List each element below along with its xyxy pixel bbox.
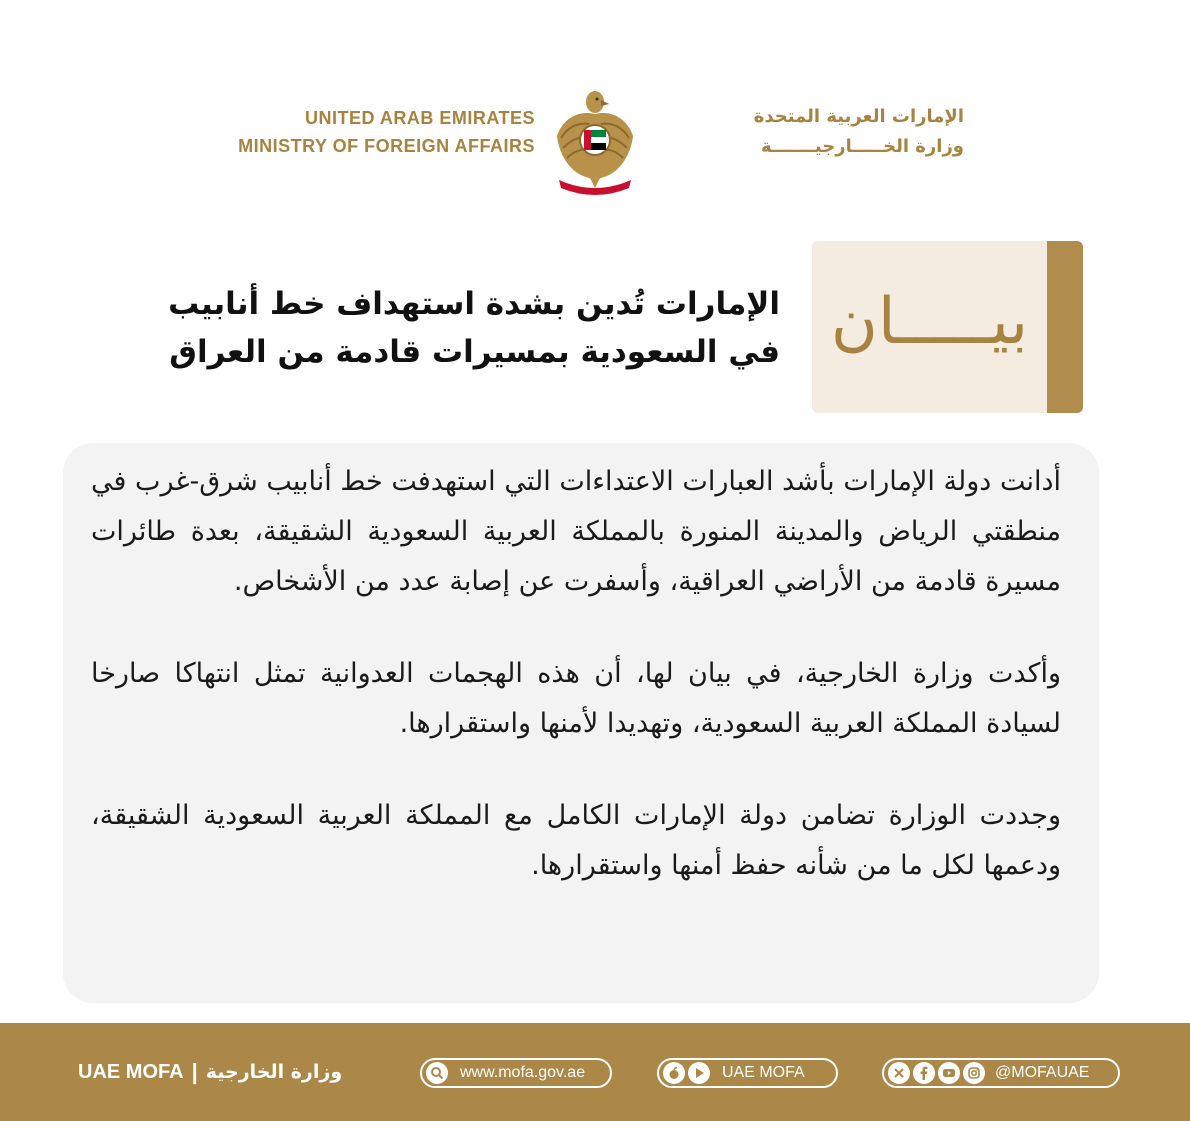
page-title-line2: في السعودية بمسيرات قادمة من العراق <box>169 334 780 370</box>
footer <box>0 1023 1190 1121</box>
ministry-name-ar-line2: وزارة الخـــــارجيـــــــة <box>760 136 964 157</box>
statement-badge-word: بيـــــان <box>830 285 1029 359</box>
statement-badge-bar <box>1047 241 1083 413</box>
body-paragraph: وأكدت وزارة الخارجية، في بيان لها، أن هذه الهجمات العدوانية تمثل انتهاكا صارخا لسيادة المملكة العربية السعودية، وتهديدا لأمنها واستقرارها. <box>91 658 1061 739</box>
app-label: UAE MOFA <box>722 1064 805 1081</box>
apple-icon[interactable] <box>663 1062 685 1084</box>
body-paragraph: وجددت الوزارة تضامن دولة الإمارات الكامل مع المملكة العربية السعودية الشقيقة، ودعمها لكل ما من شأنه حفظ أمنها واستقرارها. <box>91 800 1061 881</box>
google-play-icon[interactable] <box>688 1062 710 1084</box>
facebook-icon[interactable] <box>913 1062 935 1084</box>
footer-brand-separator: | <box>191 1059 198 1084</box>
footer-brand-en: UAE MOFA <box>78 1060 184 1083</box>
ministry-name-ar-line1: الإمارات العربية المتحدة <box>753 106 964 127</box>
page-title-line1: الإمارات تُدين بشدة استهداف خط أنابيب <box>168 286 780 322</box>
statement-body-text <box>91 457 1061 891</box>
page-title <box>70 280 780 376</box>
social-handle: @MOFAUAE <box>995 1064 1090 1081</box>
app-store-links[interactable] <box>657 1058 838 1088</box>
uae-falcon-emblem-icon <box>549 84 641 196</box>
website-link-label: www.mofa.gov.ae <box>460 1064 586 1081</box>
search-icon <box>426 1062 448 1084</box>
footer-brand <box>78 1057 342 1087</box>
website-link[interactable] <box>420 1058 612 1088</box>
ministry-name-en-line1: UNITED ARAB EMIRATES <box>305 108 535 128</box>
body-paragraph: أدانت دولة الإمارات بأشد العبارات الاعتداءات التي استهدفت خط أنابيب شرق-غرب في منطقتي الرياض والمدينة المنورة بالمملكة العربية السعودية الشقيقة، بعدة طائرات مسيرة قادمة من الأراضي العراقية، وأسفرت عن إصابة عدد من الأشخاص. <box>91 466 1061 597</box>
statement-body-card <box>63 443 1099 1003</box>
statement-badge <box>812 241 1083 413</box>
instagram-icon[interactable] <box>963 1062 985 1084</box>
x-icon[interactable] <box>888 1062 910 1084</box>
ministry-name-en-line2: MINISTRY OF FOREIGN AFFAIRS <box>238 136 535 156</box>
ministry-name-en <box>200 104 535 160</box>
social-links[interactable] <box>882 1058 1120 1088</box>
header <box>0 80 1190 200</box>
youtube-icon[interactable] <box>938 1062 960 1084</box>
footer-brand-ar: وزارة الخارجية <box>205 1061 343 1083</box>
ministry-name-ar <box>664 102 964 162</box>
